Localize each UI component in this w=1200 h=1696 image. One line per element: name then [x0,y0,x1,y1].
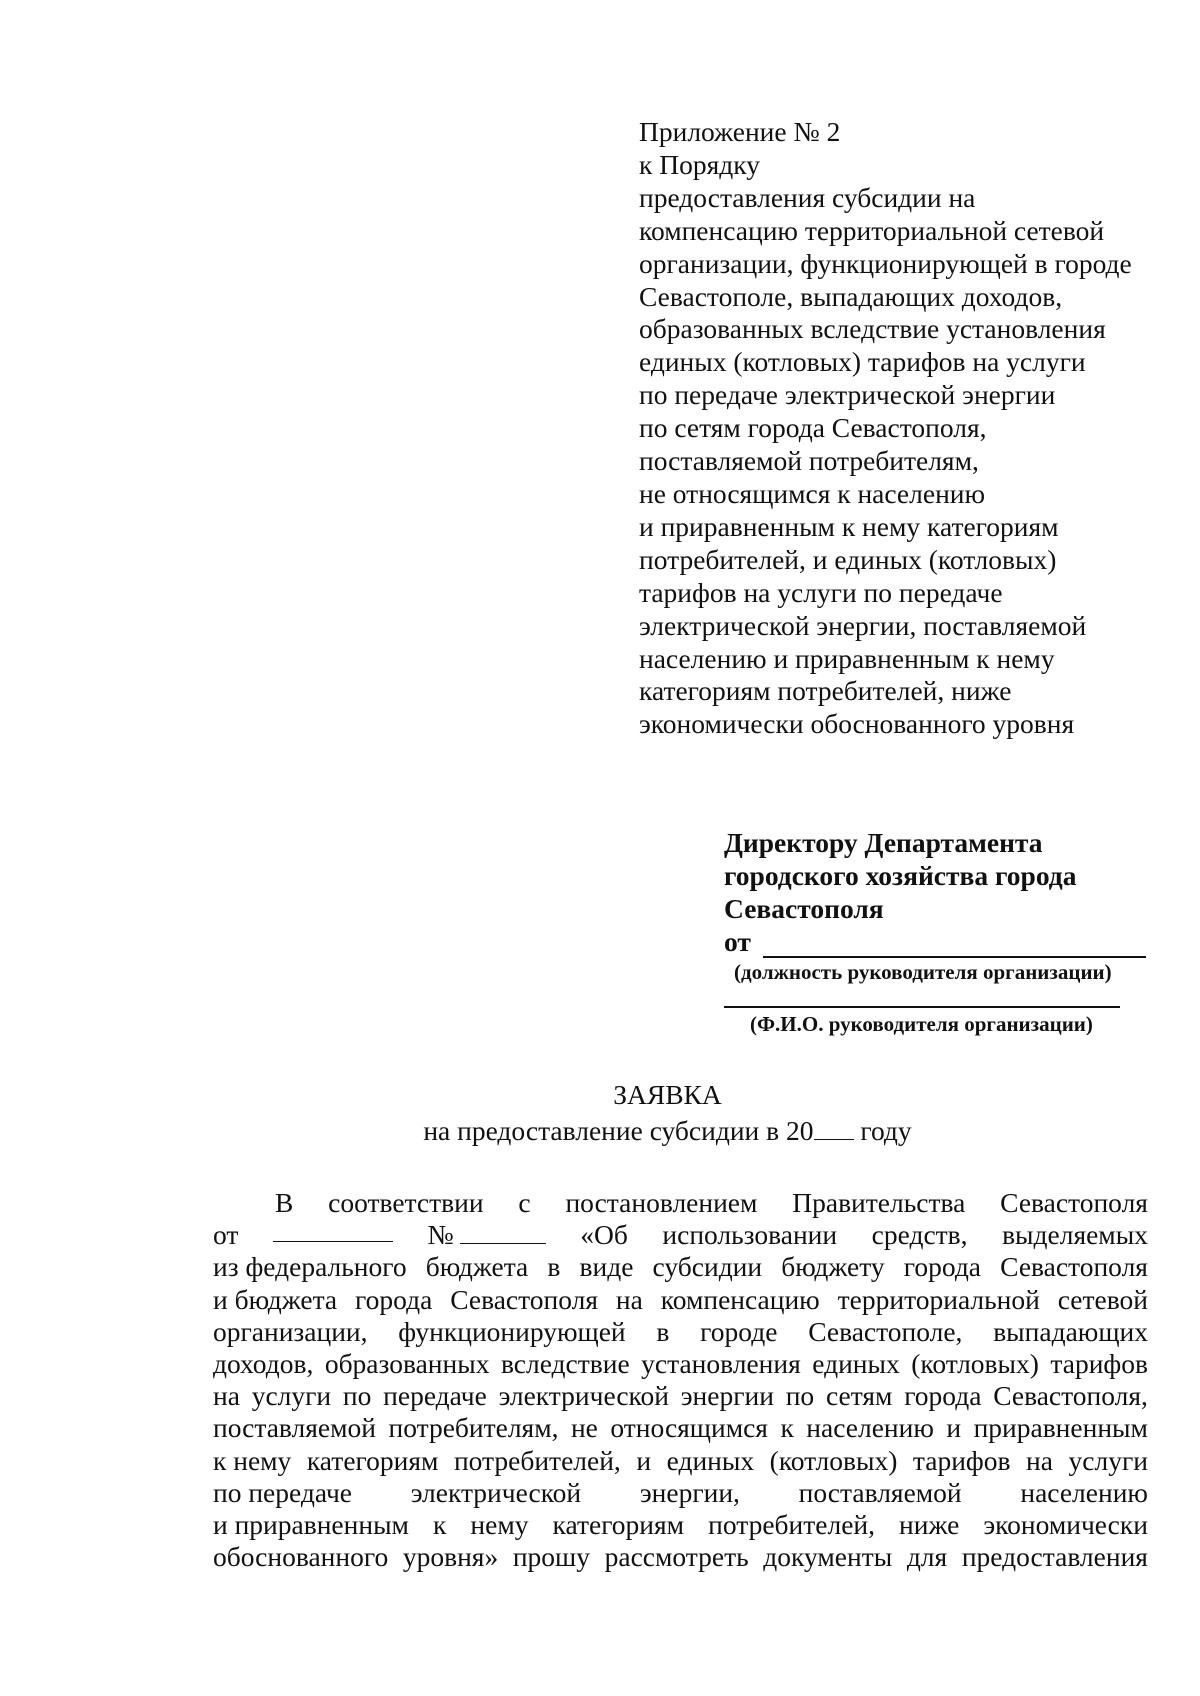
appendix-line: тарифов на услуги по передаче [639,576,1003,608]
appendix-line: по передаче электрической энергии [639,379,1056,411]
fio-caption: (Ф.И.О. руководителя организации) [750,1012,1093,1036]
body-word: категориям [552,1509,685,1541]
body-line [213,1380,1148,1412]
appendix-line: Севастополе, выпадающих доходов, [639,280,1063,312]
appendix-line: электрической энергии, поставляемой [639,609,1087,641]
document-title: ЗАЯВКА [613,1079,722,1110]
decree-date-blank [273,1219,393,1242]
body-word: вследствие [500,1348,630,1380]
body-word: субсидии [652,1251,763,1283]
body-word: энергии, [639,1476,740,1508]
appendix-line: единых (котловых) тарифов на услуги [639,346,1086,378]
body-word: образованных [324,1348,490,1380]
application-body [213,1187,1148,1573]
body-word: в [656,1315,670,1347]
body-word: передаче [383,1380,487,1412]
body-number-label: № [427,1219,454,1251]
body-word: и [946,1412,962,1444]
year-blank [814,1117,854,1140]
body-word: поставляемой [213,1412,376,1444]
body-word: города [355,1283,433,1315]
body-word: на [213,1380,240,1412]
body-word: городе [700,1315,778,1347]
from-label: от [724,926,751,957]
body-word: с [518,1187,531,1218]
subtitle-suffix: году [860,1115,912,1146]
decree-number-blank [460,1221,546,1244]
body-word: установления [641,1348,801,1380]
body-word: уровня» [402,1541,499,1573]
body-from-label: от [213,1219,239,1251]
body-word: сетевой [1057,1283,1148,1315]
body-word: Правительства [792,1187,966,1218]
body-word: организации, [213,1315,368,1347]
body-word: тарифов [1050,1348,1148,1380]
body-word: на [615,1283,643,1315]
body-line [213,1477,1148,1509]
from-row [724,925,1154,958]
addressee-block [724,826,1154,1038]
body-word: населению [806,1412,934,1444]
document-subtitle [0,1114,1200,1148]
body-word: средств, [871,1219,968,1251]
body-line [213,1445,1148,1477]
body-word: на [1026,1444,1053,1476]
body-word: Севастополя [450,1283,599,1315]
body-word: поставляемой [798,1476,962,1508]
body-word: территориальной [837,1283,1040,1315]
body-word: потребителям, [388,1412,559,1444]
appendix-line: населению и приравненным к нему [639,642,1055,674]
body-line [213,1412,1148,1444]
body-line [213,1509,1148,1541]
body-word: бюджету [781,1251,885,1283]
body-rest [213,1251,1148,1573]
body-word: потребителей, [708,1509,875,1541]
position-blank-line [763,932,1146,958]
addressee-line-1: Директору Департамента [724,827,1043,858]
appendix-line: не относящимся к населению [639,477,986,509]
addressee-line-2: городского хозяйства города [724,860,1077,891]
body-line-1 [213,1187,1148,1219]
body-word: Севастополе, [808,1315,963,1347]
body-word: категориям [306,1444,439,1476]
body-word: города [904,1380,982,1412]
body-word: доходов, [213,1348,314,1380]
body-line [213,1251,1148,1283]
body-word: В [275,1187,294,1218]
body-word: услуги [1068,1444,1148,1476]
body-word: прошу [512,1541,590,1573]
appendix-line: категориям потребителей, ниже [639,675,1012,707]
body-word: Севастополя [1000,1251,1148,1283]
body-word: документы [763,1541,893,1573]
body-word: электрической [410,1476,582,1508]
decree-number-group [427,1219,545,1251]
appendix-line: организации, функционирующей в городе [639,247,1132,279]
body-line [213,1541,1148,1573]
body-word: и приравненным [213,1509,409,1541]
body-word: единых [666,1444,755,1476]
body-word: выделяемых [1002,1219,1148,1251]
addressee-line-3: Севастополя [724,893,884,924]
body-word: экономически [983,1509,1148,1541]
body-word: тарифов [912,1444,1011,1476]
body-word: функционирующей [398,1315,626,1347]
body-word: по [785,1380,815,1412]
appendix-line: компенсацию территориальной сетевой [639,214,1105,246]
body-word: и бюджета [213,1283,338,1315]
body-word: по [342,1380,372,1412]
body-word: относящимся [610,1412,768,1444]
body-word: виде [579,1251,634,1283]
body-word: ниже [899,1509,960,1541]
body-word: рассмотреть [604,1541,749,1573]
position-caption: (должность руководителя организации) [734,960,1112,984]
body-word: компенсацию [660,1283,820,1315]
body-word: города [903,1251,982,1283]
body-word: из федерального [213,1251,407,1283]
appendix-line: предоставления субсидии на [639,181,976,213]
body-word: нему [470,1509,529,1541]
appendix-header [639,116,1179,741]
appendix-line: потребителей, и единых (котловых) [639,543,1057,575]
body-word: для [906,1541,948,1573]
appendix-line: к Порядку [639,148,760,180]
body-word: энергии [680,1380,774,1412]
body-word: услуги [251,1380,332,1412]
body-word: по передаче [213,1476,352,1508]
body-word: постановлением [565,1187,758,1218]
body-word: «Об [580,1219,628,1251]
body-word: предоставления [961,1541,1148,1573]
body-word: соответствии [328,1187,484,1218]
body-word: населению [1020,1476,1148,1508]
body-word: к нему [213,1444,292,1476]
body-word: выпадающих [993,1315,1148,1347]
body-word: единых [812,1348,900,1380]
appendix-line: образованных вследствие установления [639,313,1106,345]
body-word: в [547,1251,561,1283]
body-line [213,1348,1148,1380]
body-word: электрической [498,1380,669,1412]
appendix-line: по сетям города Севастополя, [639,412,987,444]
body-word: (котловых) [911,1348,1039,1380]
fio-blank-line [724,1006,1120,1008]
body-word: бюджета [425,1251,529,1283]
appendix-line: экономически обоснованного уровня [639,708,1075,740]
subtitle-prefix: на предоставление субсидии в 20 [423,1115,814,1146]
body-line-2 [213,1219,1148,1251]
body-word: приравненным [973,1412,1148,1444]
body-word: обоснованного [213,1541,389,1573]
body-word: (котловых) [769,1444,898,1476]
body-word: использовании [662,1219,838,1251]
appendix-line: Приложение № 2 [639,116,841,147]
body-word: к [433,1509,447,1541]
body-word: не [570,1412,598,1444]
body-line [213,1284,1148,1316]
body-line [213,1316,1148,1348]
body-word: к [780,1412,794,1444]
body-word: и [636,1444,652,1476]
appendix-line: и приравненным к нему категориям [639,510,1059,542]
body-word: Севастополя [1000,1187,1148,1218]
body-word: сетям [825,1380,893,1412]
body-word: потребителей, [453,1444,621,1476]
appendix-line: поставляемой потребителям, [639,445,979,477]
body-word: Севастополя, [993,1380,1148,1412]
